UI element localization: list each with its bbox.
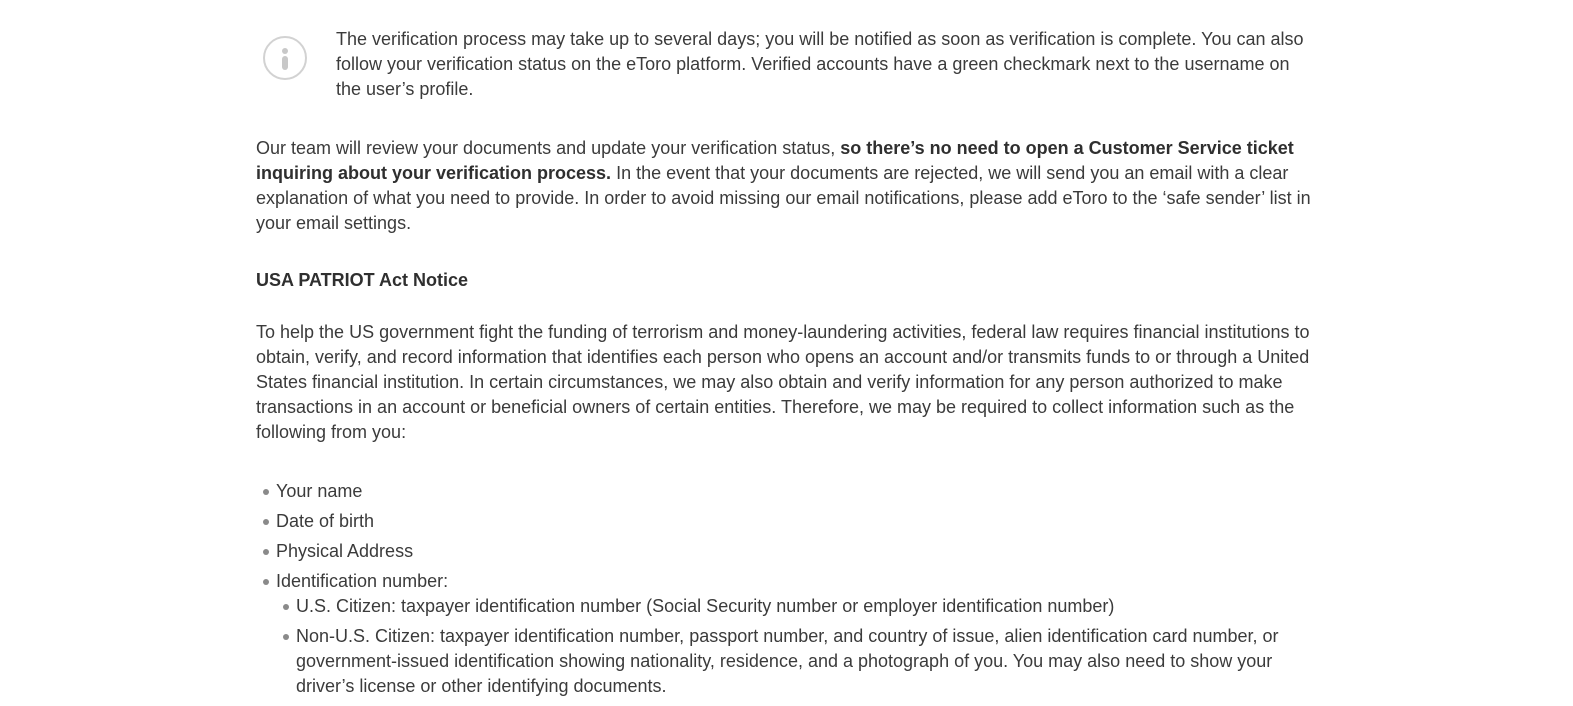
patriot-act-heading: USA PATRIOT Act Notice	[256, 270, 469, 290]
list-item-date-of-birth	[276, 509, 1316, 534]
sublist-item-non-us-citizen	[296, 624, 1316, 699]
list-item-name	[276, 479, 1316, 504]
info-callout-text: The verification process may take up to several days; you will be notified as soon as verification is complete. You can also follow your verification status on the eToro platform. Verified accounts have a green checkmark next to the username on the user’s profile.	[336, 29, 1304, 99]
list-item-physical-address	[276, 539, 1316, 564]
list-item-label: Identification number:	[276, 571, 449, 591]
sublist-item-us-citizen	[296, 594, 1316, 619]
info-icon-bar	[282, 56, 288, 70]
bullet-icon	[283, 604, 289, 610]
list-item-label: Physical Address	[276, 541, 414, 561]
review-bold-text: so there’s no need to open a Customer Service ticket inquiring about your verification process.	[256, 138, 1294, 183]
info-icon	[263, 36, 307, 80]
info-callout	[256, 27, 1316, 102]
list-item-label: Your name	[276, 481, 363, 501]
review-paragraph	[256, 136, 1316, 236]
identification-sublist	[276, 594, 1316, 699]
patriot-act-paragraph: To help the US government fight the funding of terrorism and money-laundering activities, federal law requires financial institutions to obtain, verify, and record information that identifies each person who opens an account and/or transmits funds to or through a United States financial institution. In certain circumstances, we may also obtain and verify information for any person authorized to make transactions in an account or beneficial owners of certain entities. Therefore, we may be required to collect information such as the following from you:	[256, 322, 1310, 442]
review-text-before: Our team will review your documents and update your verification status,	[256, 138, 841, 158]
bullet-icon	[263, 549, 269, 555]
bullet-icon	[263, 579, 269, 585]
bullet-icon	[263, 519, 269, 525]
sublist-item-label: Non-U.S. Citizen: taxpayer identification number, passport number, and country of issue, alien identification card number, or government-issued identification showing nationality, residence, and a photograph of you. You may also need to show your driver’s license or other identifying documents.	[296, 626, 1279, 696]
sublist-item-label: U.S. Citizen: taxpayer identification number (Social Security number or employer identification number)	[296, 596, 1115, 616]
bullet-icon	[283, 634, 289, 640]
article-content	[256, 27, 1316, 704]
required-info-list	[256, 479, 1316, 699]
list-item-label: Date of birth	[276, 511, 375, 531]
info-icon-dot	[282, 48, 288, 54]
bullet-icon	[263, 489, 269, 495]
list-item-identification-number	[276, 569, 1316, 699]
review-text-after: In the event that your documents are rejected, we will send you an email with a clear explanation of what you need to provide. In order to avoid missing our email notifications, please add eToro to the ‘safe sender’ list in your email settings.	[256, 163, 1311, 233]
